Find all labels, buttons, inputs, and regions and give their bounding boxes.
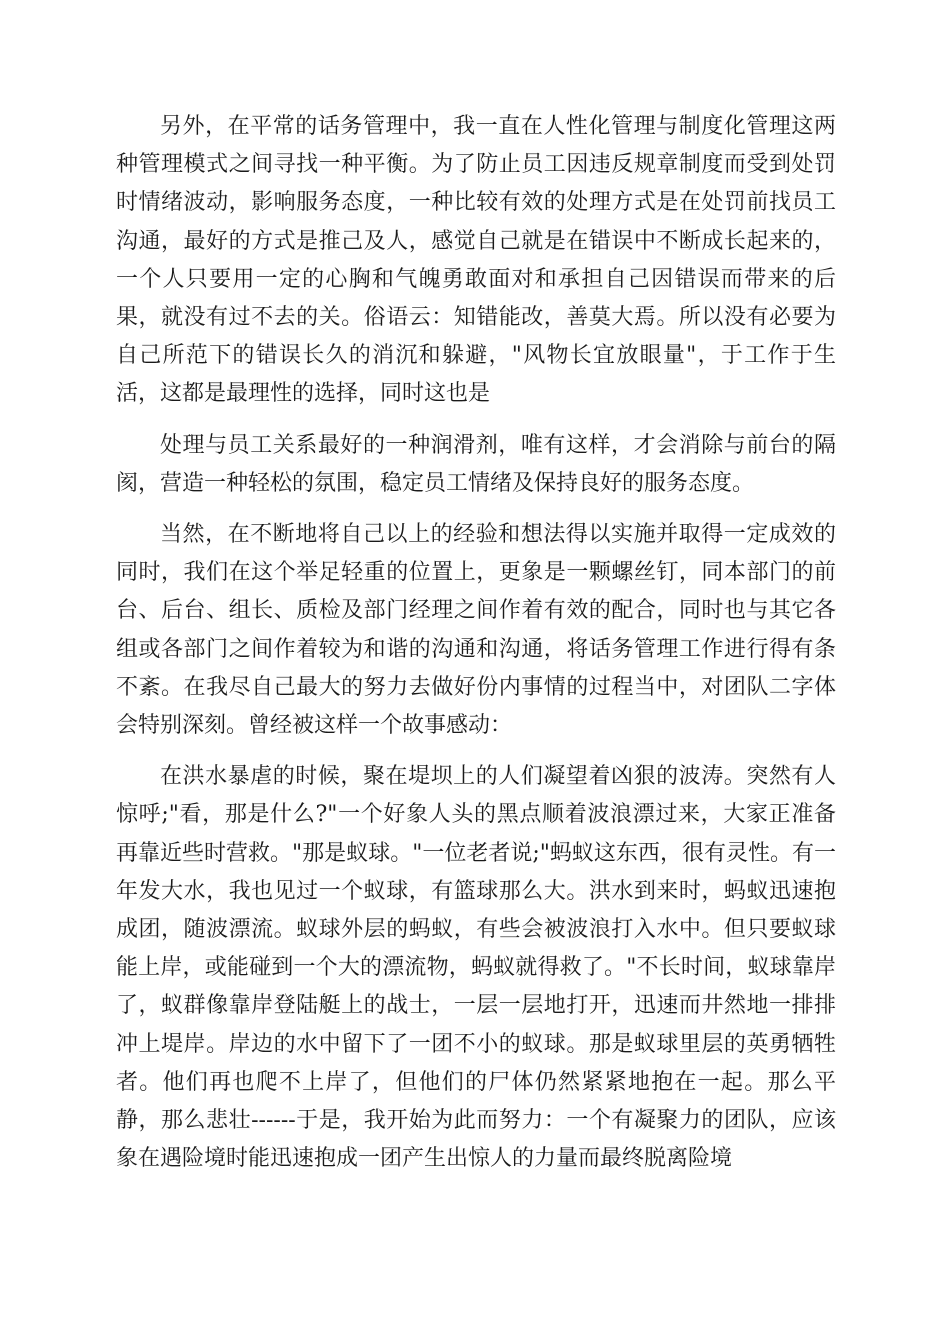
paragraph-3: 当然，在不断地将自己以上的经验和想法得以实施并取得一定成效的同时，我们在这个举足轻重的位置上，更象是一颗螺丝钉，同本部门的前台、后台、组长、质检及部门经理之间作着有效的配合，同时也与其它各组或各部门之间作着较为和谐的沟通和沟通，将话务管理工作进行得有条不紊。在我尽自己最大的努力去做好份内事情的过程当中，对团队二字体会特别深刻。曾经被这样一个故事感动：	[116, 522, 836, 739]
paragraph-4: 在洪水暴虐的时候，聚在堤坝上的人们凝望着凶狠的波涛。突然有人惊呼;"看，那是什么?"一个好象人头的黑点顺着波浪漂过来，大家正准备再靠近些时营救。"那是蚁球。"一位老者说;"蚂蚁这东西，很有灵性。有一年发大水，我也见过一个蚁球，有篮球那么大。洪水到来时，蚂蚁迅速抱成团，随波漂流。蚁球外层的蚂蚁，有些会被波浪打入水中。但只要蚁球能上岸，或能碰到一个大的漂流物，蚂蚁就得救了。"不长时间，蚁球靠岸了，蚁群像靠岸登陆艇上的战士，一层一层地打开，迅速而井然地一排排冲上堤岸。岸边的水中留下了一团不小的蚁球。那是蚁球里层的英勇牺牲者。他们再也爬不上岸了，但他们的尸体仍然紧紧地抱在一起。那么平静，那么悲壮------于是，我开始为此而努力：一个有凝聚力的团队，应该象在遇险境时能迅速抱成一团产生出惊人的力量而最终脱离险境	[116, 764, 836, 1172]
document-body	[116, 108, 836, 1191]
paragraph-2: 处理与员工关系最好的一种润滑剂，唯有这样，才会消除与前台的隔阂，营造一种轻松的氛围，稳定员工情绪及保持良好的服务态度。	[116, 432, 836, 496]
paragraph-1: 另外，在平常的话务管理中，我一直在人性化管理与制度化管理这两种管理模式之间寻找一种平衡。为了防止员工因违反规章制度而受到处罚时情绪波动，影响服务态度，一种比较有效的处理方式是在处罚前找员工沟通，最好的方式是推己及人，感觉自己就是在错误中不断成长起来的，一个人只要用一定的心胸和气魄勇敢面对和承担自己因错误而带来的后果，就没有过不去的关。俗语云：知错能改，善莫大焉。所以没有必要为自己所范下的错误长久的消沉和躲避，"风物长宜放眼量"，于工作于生活，这都是最理性的选择，同时这也是	[116, 114, 836, 407]
